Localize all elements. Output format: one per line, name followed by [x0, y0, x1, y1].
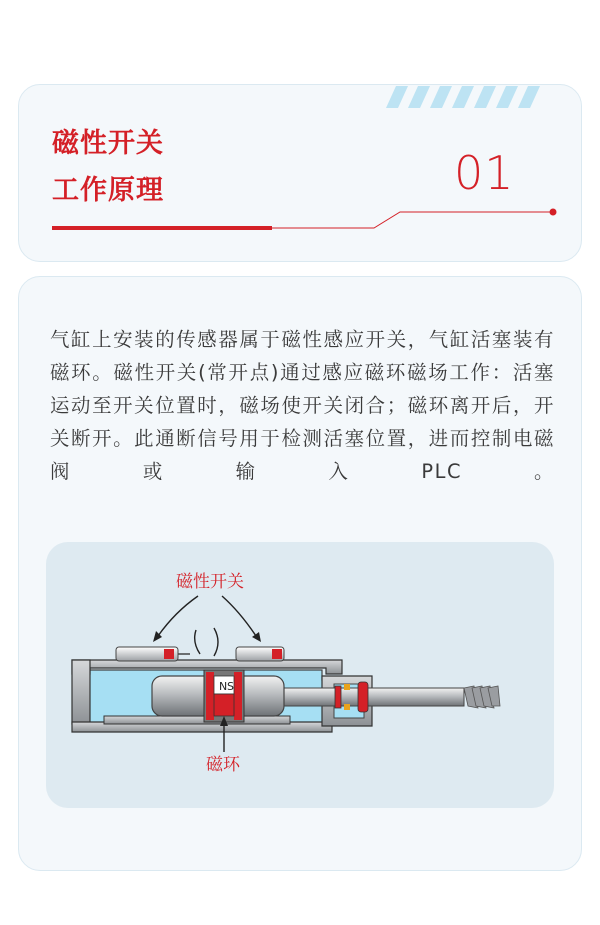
title-line-2: 工作原理	[52, 175, 164, 206]
piston	[152, 670, 284, 722]
description-text: 气缸上安装的传感器属于磁性感应开关，气缸活塞装有磁环。磁性开关(常开点)通过感应磁环磁场工作：活塞运动至开关位置时，磁场使开关闭合；磁环离开后，开关断开。此通断信号用于检测活塞位置，进而控制电磁阀或输入PLC。	[50, 328, 555, 483]
section-number: 01	[454, 146, 515, 200]
title-line-1: 磁性开关	[52, 128, 164, 159]
switch-arrows	[158, 596, 256, 636]
label-magnetic-switch: 磁性开关	[176, 572, 244, 592]
pole-s-label: S	[227, 680, 234, 693]
magnetic-switch-left	[116, 647, 190, 661]
pole-n-label: N	[219, 680, 228, 693]
magnetic-switch-right	[236, 647, 284, 661]
label-magnetic-ring: 磁环	[206, 755, 240, 775]
arrow-head-right	[252, 632, 261, 642]
field-lines	[195, 628, 218, 656]
